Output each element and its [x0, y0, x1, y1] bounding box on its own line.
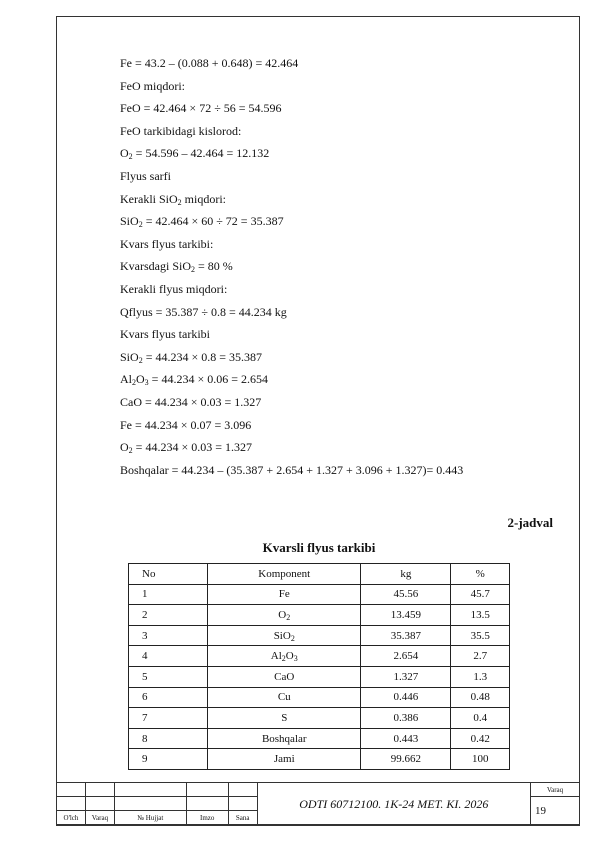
- stamp-label-sana: Sana: [228, 811, 257, 826]
- stamp-cell: [186, 797, 228, 811]
- sheet-number: 19: [531, 797, 580, 826]
- row-kg: 45.56: [361, 584, 451, 605]
- row-percent: 13.5: [451, 605, 510, 626]
- calculation-line: FeO miqdori:: [120, 78, 185, 93]
- row-kg: 13.459: [361, 605, 451, 626]
- row-no: 2: [129, 605, 208, 626]
- composition-table: [128, 563, 510, 770]
- calculation-line: $Al_2O_3 = 44.234 \times 0.06 = 2.654$: [120, 372, 268, 388]
- stamp-cell: [228, 797, 257, 811]
- stamp-label-imzo: Imzo: [186, 811, 228, 826]
- calculation-line: Fe = 43.2 – (0.088 + 0.648) = 42.464: [120, 56, 299, 70]
- row-no: 3: [129, 625, 208, 646]
- header-component: Komponent: [208, 564, 361, 585]
- table-row: [129, 605, 510, 626]
- calculation-line: Kvarsdagi SiO$_2$ = 80 %: [120, 259, 233, 275]
- stamp-cell: [114, 797, 186, 811]
- calculation-line: Qflyus = 35.387 ÷ 0.8 = 44.234 kg: [120, 304, 287, 319]
- row-no: 4: [129, 646, 208, 667]
- calculation-line: Kvars flyus tarkibi: [120, 327, 210, 342]
- row-kg: 2.654: [361, 646, 451, 667]
- row-no: 5: [129, 666, 208, 687]
- row-component: Fe: [208, 584, 361, 605]
- row-kg: 0.446: [361, 687, 451, 708]
- calculation-line: $O_2 = 54.596 - 42.464 = 12.132$: [120, 146, 270, 162]
- stamp-cell: [85, 783, 114, 797]
- row-kg: 0.386: [361, 708, 451, 729]
- calculation-line: Boshqalar = 44.234 – (35.387 + 2.654 + 1.327 + 3.096 + 1.327)= 0.443: [120, 462, 464, 477]
- row-component: Boshqalar: [208, 728, 361, 749]
- row-kg: 99.662: [361, 749, 451, 770]
- calculation-line: Kerakli flyus miqdori:: [120, 281, 228, 296]
- row-percent: 35.5: [451, 625, 510, 646]
- calculation-line: CaO = 44.234 × 0.03 = 1.327: [120, 394, 262, 409]
- stamp-label-varaq: Varaq: [85, 811, 114, 826]
- row-percent: 0.4: [451, 708, 510, 729]
- row-no: 7: [129, 708, 208, 729]
- table-row: [129, 666, 510, 687]
- calculation-line: Flyus sarfi: [120, 168, 171, 183]
- document-id: ODTI 60712100. 1K-24 MET. KI. 2026: [257, 783, 530, 826]
- table-title: Kvarsli flyus tarkibi: [262, 540, 376, 555]
- row-percent: 2.7: [451, 646, 510, 667]
- table-row: [129, 708, 510, 729]
- calculation-line: FeO = 42.464 × 72 ÷ 56 = 54.596: [120, 101, 282, 116]
- row-component: S: [208, 708, 361, 729]
- row-component: CaO: [208, 666, 361, 687]
- stamp-cell: [85, 797, 114, 811]
- stamp-cell: [228, 783, 257, 797]
- stamp-cell: [57, 783, 86, 797]
- row-component: SiO$_2$: [208, 625, 361, 646]
- row-percent: 0.48: [451, 687, 510, 708]
- row-component: Jami: [208, 749, 361, 770]
- calculation-line: Kerakli SiO$_2$ miqdori:: [120, 191, 226, 207]
- title-block: [56, 782, 580, 826]
- row-kg: 1.327: [361, 666, 451, 687]
- row-no: 6: [129, 687, 208, 708]
- stamp-label-hujjat: № Hujjat: [114, 811, 186, 826]
- calculation-line: Kvars flyus tarkibi:: [120, 236, 214, 251]
- calculation-line: SiO$_2$ = 44.234 × 0.8 = 35.387: [120, 349, 262, 365]
- row-kg: 35.387: [361, 625, 451, 646]
- header-percent: %: [451, 564, 510, 585]
- row-percent: 1.3: [451, 666, 510, 687]
- row-percent: 0.42: [451, 728, 510, 749]
- row-no: 9: [129, 749, 208, 770]
- table-row: [129, 646, 510, 667]
- row-component: Cu: [208, 687, 361, 708]
- calculation-line: $O_2 = 44.234 \times 0.03 = 1.327$: [120, 440, 252, 456]
- stamp-label-olch: O'lch: [57, 811, 86, 826]
- table-label: 2-jadval: [507, 515, 553, 530]
- table-row: [129, 687, 510, 708]
- table-row: [129, 625, 510, 646]
- row-no: 8: [129, 728, 208, 749]
- stamp-cell: [114, 783, 186, 797]
- calculation-line: Fe = 44.234 × 0.07 = 3.096: [120, 417, 252, 432]
- row-component: $Al_2O_3$: [208, 646, 361, 667]
- stamp-cell: [186, 783, 228, 797]
- row-kg: 0.443: [361, 728, 451, 749]
- table-row: [129, 749, 510, 770]
- header-no: No: [129, 564, 208, 585]
- calculation-lines: [120, 52, 560, 481]
- row-no: 1: [129, 584, 208, 605]
- calculation-line: SiO$_2$ = 42.464 × 60 ÷ 72 = 35.387: [120, 214, 284, 230]
- table-row: [129, 584, 510, 605]
- table-row: [129, 728, 510, 749]
- sheet-label: Varaq: [531, 783, 580, 797]
- row-percent: 100: [451, 749, 510, 770]
- row-percent: 45.7: [451, 584, 510, 605]
- table-body: [129, 584, 510, 769]
- stamp-cell: [57, 797, 86, 811]
- header-kg: kg: [361, 564, 451, 585]
- row-component: $O_2$: [208, 605, 361, 626]
- table-header-row: [129, 564, 510, 585]
- calculation-line: FeO tarkibidagi kislorod:: [120, 123, 242, 138]
